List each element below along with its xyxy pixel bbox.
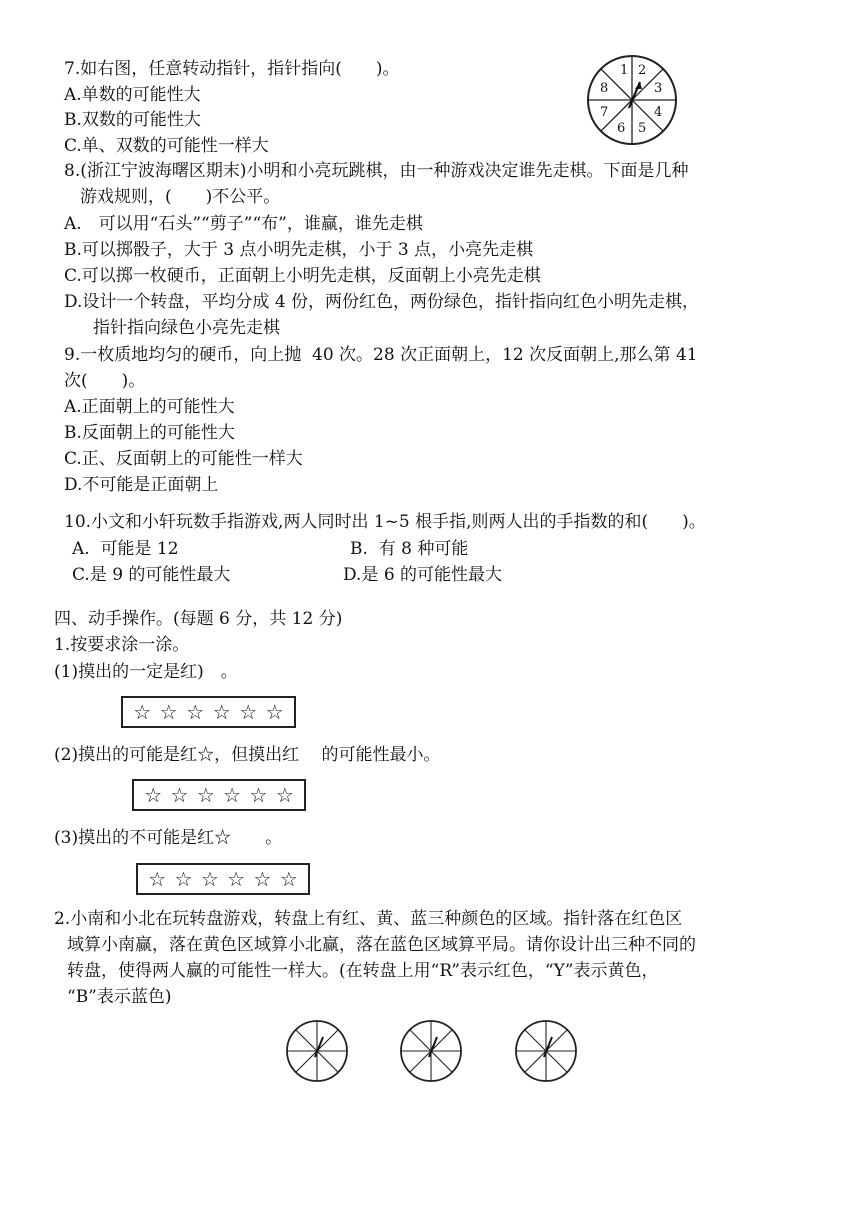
- star-icon[interactable]: ☆: [133, 700, 152, 724]
- q7-option-b[interactable]: B.双数的可能性大: [64, 110, 201, 130]
- star-icon[interactable]: ☆: [223, 783, 242, 807]
- section4-q1-part2: (2)摸出的可能是红☆，但摸出红 的可能性最小。: [54, 745, 441, 765]
- spinner-divider: [296, 1030, 317, 1051]
- blank-spinner-2[interactable]: [398, 1018, 464, 1084]
- star-icon[interactable]: ☆: [144, 783, 163, 807]
- spinner-divider: [431, 1030, 452, 1051]
- q9-option-c[interactable]: C.正、反面朝上的可能性一样大: [64, 449, 303, 469]
- star-icon[interactable]: ☆: [275, 783, 294, 807]
- spinner-pointer: [544, 1037, 552, 1057]
- star-icon[interactable]: ☆: [265, 700, 284, 724]
- spinner-divider: [431, 1051, 452, 1072]
- spinner-divider: [546, 1030, 567, 1051]
- spinner-number-4: 4: [654, 105, 663, 120]
- section4-q2-line4: “B”表示蓝色): [67, 987, 172, 1007]
- star-box-1: [121, 696, 296, 728]
- spinner-divider: [296, 1051, 317, 1072]
- blank-spinner-1[interactable]: [284, 1018, 350, 1084]
- spinner-number-5: 5: [638, 121, 647, 136]
- q8-option-b[interactable]: B.可以掷骰子，大于 3 点小明先走棋，小于 3 点，小亮先走棋: [64, 240, 534, 260]
- q10-stem: 10.小文和小轩玩数手指游戏,两人同时出 1~5 根手指,则两人出的手指数的和( )。: [64, 512, 706, 532]
- q10-option-b[interactable]: B. 有 8 种可能: [350, 539, 469, 559]
- q9-option-b[interactable]: B.反面朝上的可能性大: [64, 423, 235, 443]
- spinner-divider: [410, 1030, 431, 1051]
- section4-q1-title: 1.按要求涂一涂。: [54, 635, 190, 655]
- q8-option-a[interactable]: A. 可以用“石头”“剪子”“布”，谁赢，谁先走棋: [64, 214, 423, 234]
- section4-q1-part1: (1)摸出的一定是红) 。: [54, 662, 238, 682]
- star-icon[interactable]: ☆: [200, 867, 219, 891]
- spinner-divider: [525, 1051, 546, 1072]
- star-icon[interactable]: ☆: [239, 700, 258, 724]
- spinner-number-6: 6: [617, 121, 626, 136]
- q8-option-c[interactable]: C.可以掷一枚硬币，正面朝上小明先走棋，反面朝上小亮先走棋: [64, 266, 541, 286]
- q9-stem-line1: 9.一枚质地均匀的硬币，向上抛 40 次。28 次正面朝上，12 次反面朝上,那么第 41: [64, 345, 698, 365]
- section4-q2-line1: 2.小南和小北在玩转盘游戏，转盘上有红、黄、蓝三种颜色的区域。指针落在红色区: [54, 909, 683, 929]
- q7-option-c[interactable]: C.单、双数的可能性一样大: [64, 136, 269, 156]
- star-icon[interactable]: ☆: [253, 867, 272, 891]
- spinner-divider: [410, 1051, 431, 1072]
- blank-spinner-3[interactable]: [513, 1018, 579, 1084]
- star-box-2: [132, 779, 306, 811]
- star-icon[interactable]: ☆: [249, 783, 268, 807]
- spinner-divider: [546, 1051, 567, 1072]
- spinner-divider: [317, 1051, 338, 1072]
- q8-stem-line2: 游戏规则，( )不公平。: [80, 187, 281, 207]
- star-icon[interactable]: ☆: [196, 783, 215, 807]
- q9-option-a[interactable]: A.正面朝上的可能性大: [64, 397, 235, 417]
- spinner-number-1: 1: [620, 63, 629, 78]
- spinner-divider: [317, 1030, 338, 1051]
- star-icon[interactable]: ☆: [186, 700, 205, 724]
- q9-stem-line2: 次( )。: [64, 371, 146, 391]
- star-icon[interactable]: ☆: [148, 867, 167, 891]
- q8-option-d[interactable]: D.设计一个转盘，平均分成 4 份，两份红色，两份绿色，指针指向红色小明先走棋，: [64, 292, 700, 312]
- section4-q2-line3: 转盘，使得两人赢的可能性一样大。(在转盘上用“R”表示红色，“Y”表示黄色，: [67, 961, 659, 981]
- q7-spinner-figure: [582, 52, 682, 152]
- star-icon[interactable]: ☆: [279, 867, 298, 891]
- section4-title: 四、动手操作。(每题 6 分，共 12 分): [54, 609, 343, 629]
- star-icon[interactable]: ☆: [212, 700, 231, 724]
- star-icon[interactable]: ☆: [159, 700, 178, 724]
- star-box-3: [136, 863, 310, 895]
- q10-option-a[interactable]: A. 可能是 12: [72, 539, 179, 559]
- star-icon[interactable]: ☆: [170, 783, 189, 807]
- spinner-number-2: 2: [638, 63, 647, 78]
- spinner-number-8: 8: [600, 81, 609, 96]
- star-icon[interactable]: ☆: [227, 867, 246, 891]
- star-icon[interactable]: ☆: [174, 867, 193, 891]
- section4-q1-part3: (3)摸出的不可能是红☆ 。: [54, 828, 283, 848]
- q7-option-a[interactable]: A.单数的可能性大: [64, 85, 201, 105]
- section4-q2-line2: 域算小南赢，落在黄色区域算小北赢，落在蓝色区域算平局。请你设计出三种不同的: [67, 935, 696, 955]
- q7-stem: 7.如右图，任意转动指针，指针指向( )。: [64, 59, 400, 79]
- spinner-divider: [525, 1030, 546, 1051]
- q10-option-c[interactable]: C.是 9 的可能性最大: [72, 565, 231, 585]
- spinner-pointer: [429, 1037, 437, 1057]
- spinner-number-3: 3: [654, 81, 663, 96]
- q8-option-d-line2: 指针指向绿色小亮先走棋: [93, 318, 280, 338]
- spinner-number-7: 7: [600, 105, 609, 120]
- q8-stem-line1: 8.(浙江宁波海曙区期末)小明和小亮玩跳棋，由一种游戏决定谁先走棋。下面是几种: [64, 161, 689, 181]
- q9-option-d[interactable]: D.不可能是正面朝上: [64, 475, 219, 495]
- spinner-pointer: [315, 1037, 323, 1057]
- q10-option-d[interactable]: D.是 6 的可能性最大: [343, 565, 503, 585]
